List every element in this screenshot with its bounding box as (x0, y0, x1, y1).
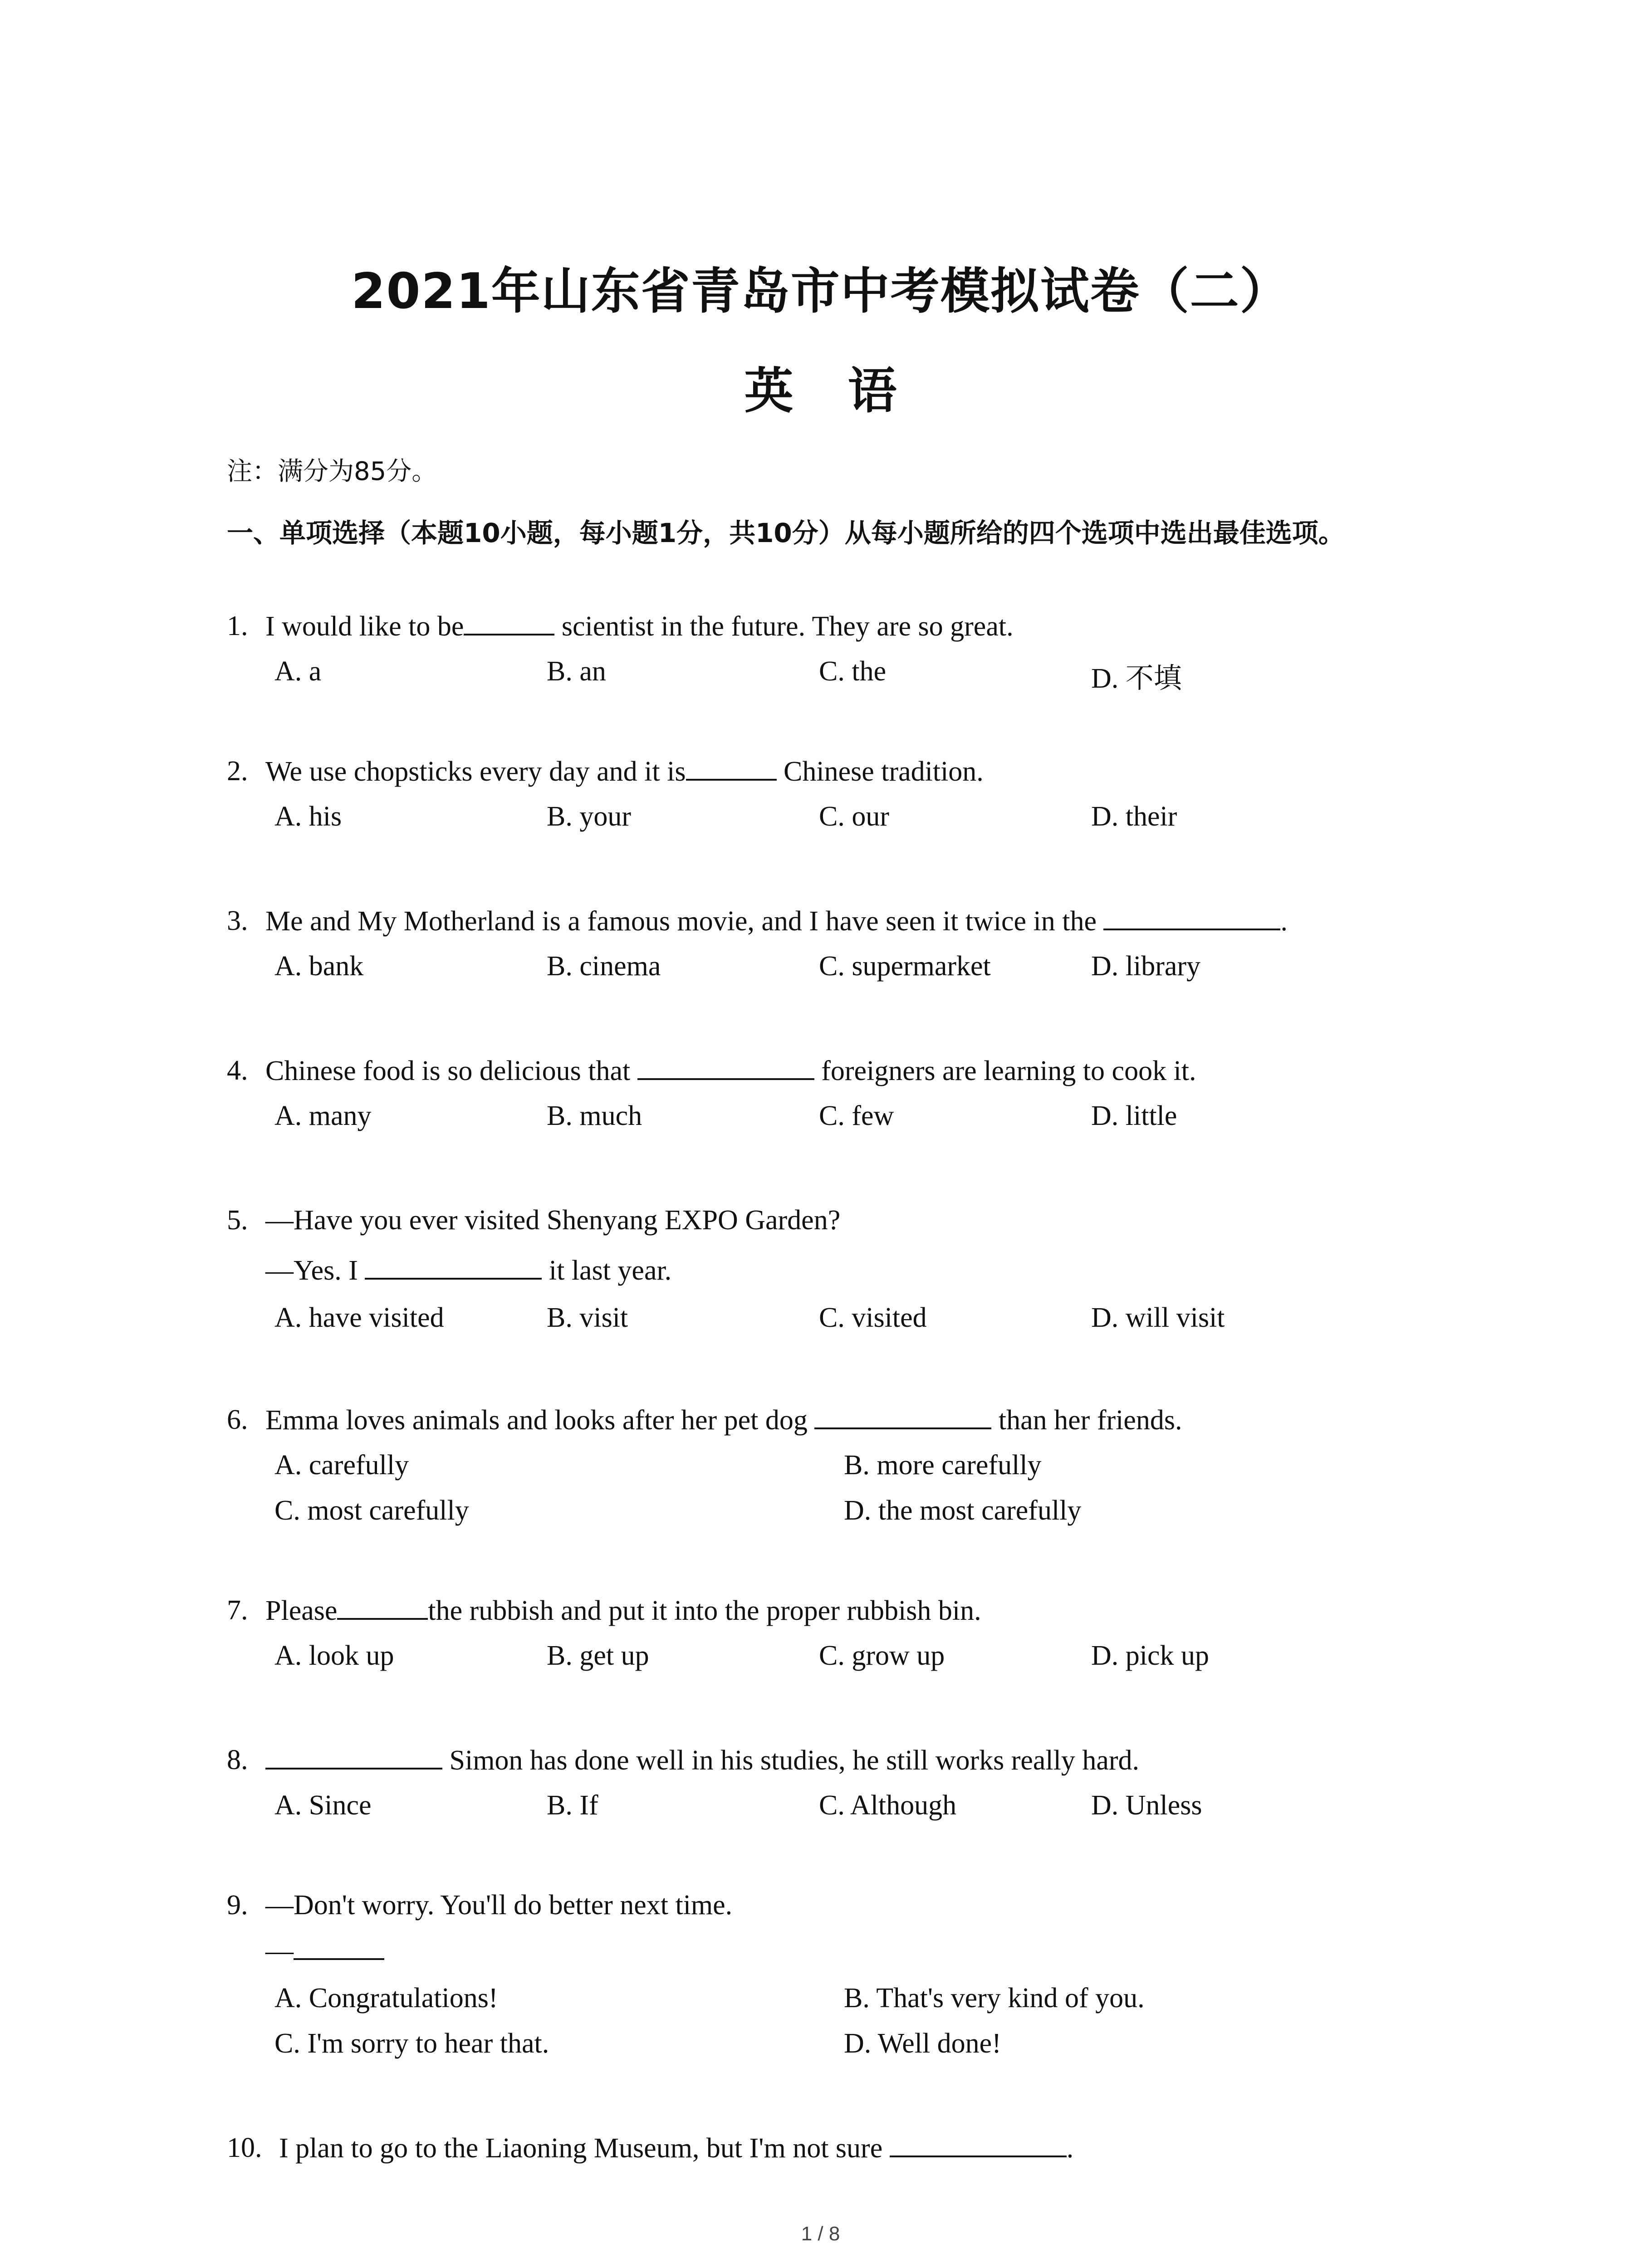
option-d: D. Unless (1091, 1790, 1202, 1821)
question-number: 3. (227, 905, 248, 936)
score-note: 注：满分为85分。 (227, 457, 437, 486)
answer-blank (1103, 905, 1280, 930)
question-number: 8. (227, 1745, 248, 1775)
question-stem: Emma loves animals and looks after her pet dog than her friends. (265, 1405, 1182, 1436)
answer-blank (294, 1935, 384, 1960)
option-a: A. bank (274, 951, 364, 982)
option-d: D. little (1091, 1100, 1177, 1131)
question-number: 7. (227, 1595, 248, 1626)
page-number: 1 / 8 (801, 2223, 840, 2245)
question-number: 10. (227, 2132, 262, 2163)
question-number: 9. (227, 1890, 248, 1921)
answer-blank (686, 755, 777, 781)
option-d: D. will visit (1091, 1302, 1225, 1333)
question-stem: Me and My Motherland is a famous movie, and I have seen it twice in the . (265, 906, 1288, 937)
option-b: B. your (547, 801, 631, 832)
option-c: C. supermarket (819, 951, 991, 982)
option-d: D. library (1091, 951, 1201, 982)
answer-blank (265, 1744, 442, 1769)
answer-blank (890, 2132, 1067, 2157)
option-c: C. our (819, 801, 889, 832)
question-number: 1. (227, 611, 248, 641)
option-c: C. most carefully (274, 1495, 469, 1526)
option-a: A. Congratulations! (274, 1983, 498, 2014)
question-reply: —Yes. I it last year. (265, 1255, 672, 1286)
answer-blank (814, 1404, 991, 1429)
option-a: A. his (274, 801, 342, 832)
answer-blank (464, 610, 554, 635)
option-c: C. Although (819, 1790, 957, 1821)
option-c: C. the (819, 656, 887, 687)
option-b: B. much (547, 1100, 642, 1131)
option-a: A. Since (274, 1790, 372, 1821)
question-stem: —Don't worry. You'll do better next time. (265, 1890, 733, 1921)
subject-title: 英语 (744, 363, 951, 420)
option-c: C. I'm sorry to hear that. (274, 2028, 549, 2059)
option-d: D. Well done! (844, 2028, 1001, 2059)
question-stem: I plan to go to the Liaoning Museum, but I'm not sure . (279, 2133, 1074, 2164)
option-c: C. grow up (819, 1640, 945, 1671)
option-a: A. have visited (274, 1302, 444, 1333)
question-number: 4. (227, 1055, 248, 1086)
option-d: D. 不填 (1091, 663, 1182, 694)
option-d: D. pick up (1091, 1640, 1210, 1671)
answer-blank (365, 1254, 542, 1280)
answer-blank (637, 1055, 814, 1080)
option-a: A. a (274, 656, 322, 687)
question-number: 6. (227, 1404, 248, 1435)
question-reply: — (265, 1935, 384, 1967)
option-d: D. the most carefully (844, 1495, 1082, 1526)
exam-title: 2021年山东省青岛市中考模拟试卷（二） (351, 263, 1290, 320)
section-heading: 一、单项选择（本题10小题，每小题1分，共10分）从每小题所给的四个选项中选出最佳选项。 (227, 518, 1345, 548)
question-number: 2. (227, 756, 248, 787)
option-b: B. more carefully (844, 1450, 1042, 1481)
question-stem: I would like to be scientist in the future. They are so great. (265, 611, 1014, 642)
question-number: 5. (227, 1205, 248, 1236)
question-stem: We use chopsticks every day and it is Chinese tradition. (265, 756, 984, 787)
option-a: A. carefully (274, 1450, 409, 1481)
option-a: A. look up (274, 1640, 394, 1671)
answer-blank (337, 1594, 428, 1620)
option-c: C. few (819, 1100, 894, 1131)
option-b: B. an (547, 656, 606, 687)
option-a: A. many (274, 1100, 372, 1131)
question-stem: Chinese food is so delicious that foreigners are learning to cook it. (265, 1056, 1196, 1086)
option-b: B. visit (547, 1302, 628, 1333)
option-b: B. cinema (547, 951, 661, 982)
question-stem: —Have you ever visited Shenyang EXPO Garden? (265, 1205, 841, 1236)
option-b: B. get up (547, 1640, 649, 1671)
option-b: B. That's very kind of you. (844, 1983, 1145, 2014)
option-b: B. If (547, 1790, 598, 1821)
question-stem: Simon has done well in his studies, he still works really hard. (265, 1744, 1139, 1777)
option-c: C. visited (819, 1302, 927, 1333)
question-stem: Please the rubbish and put it into the proper rubbish bin. (265, 1595, 981, 1626)
option-d: D. their (1091, 801, 1177, 832)
